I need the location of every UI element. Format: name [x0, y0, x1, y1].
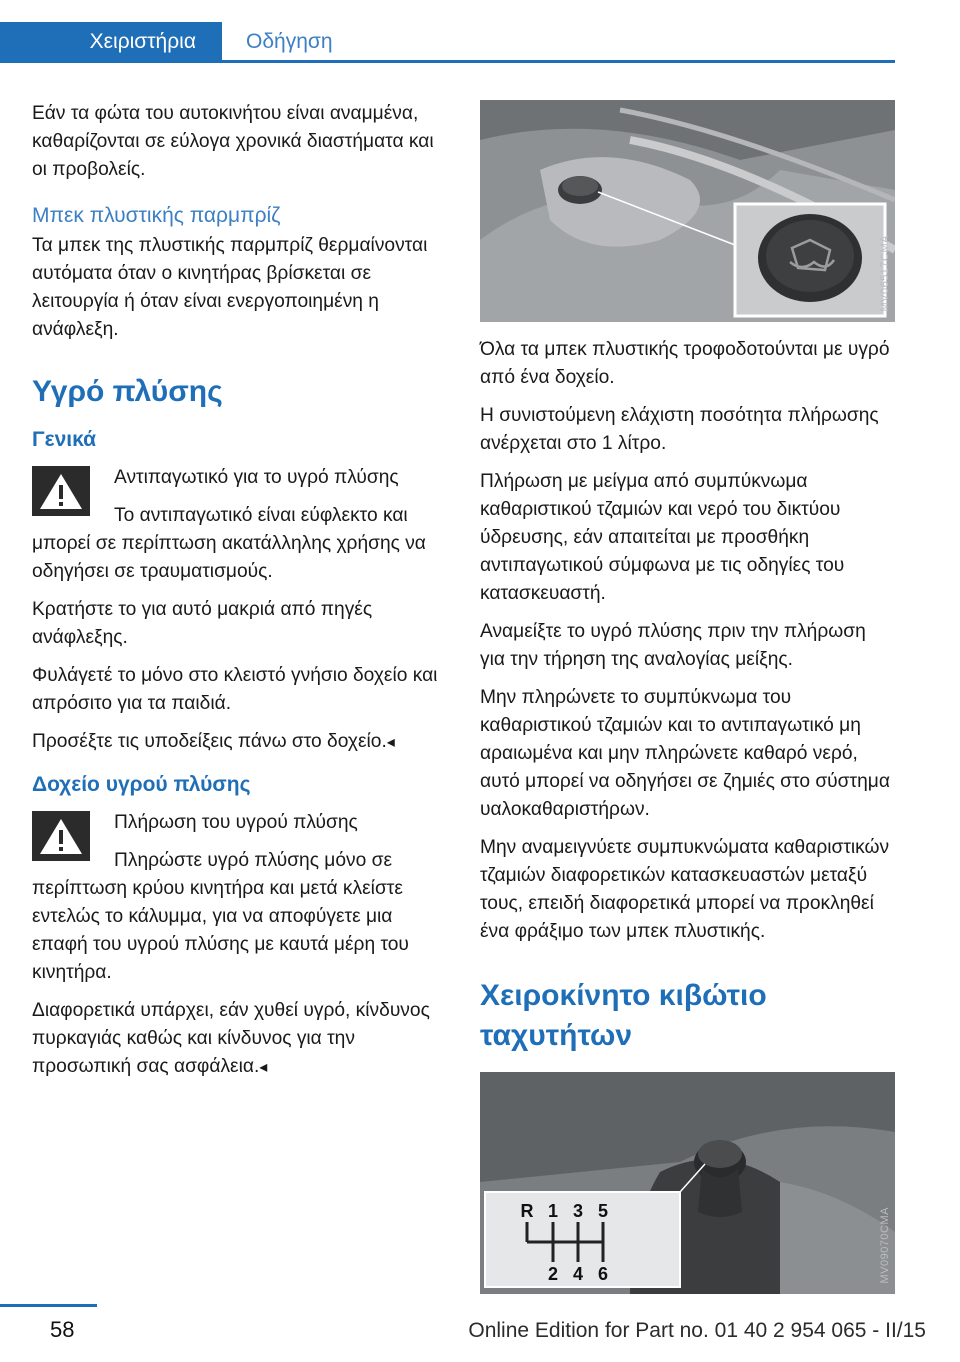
mixture-paragraph: Πλήρωση με μείγμα από συμπύκνωμα καθαριστικού τζαμιών και νερό του δικτύου ύδρευσης, εάν απαιτείται με προσθήκη αντιπαγωτικού σύμφωνα με τις οδηγίες του κατασκευαστή. — [480, 471, 845, 604]
gear-label-3: 3 — [572, 1201, 584, 1221]
warning-filling-title: Πλήρωση του υγρού πλύσης — [114, 812, 358, 833]
warning-antifreeze — [32, 464, 452, 586]
storage-paragraph: Φυλάγετέ το μόνο στο κλειστό γνήσιο δοχείο και απρόσιτο για τα παιδιά. — [32, 665, 438, 714]
warning-filling-body: Πληρώστε υγρό πλύσης μόνο σε περίπτωση κρύου κινητήρα και μετά κλείστε εντελώς το κάλυμμα, για να αποφύγετε μια επαφή του υγρού πλύσης με καυτά μέρη του κινητήρα. — [32, 850, 409, 983]
header-rule — [0, 60, 895, 63]
no-mixing-brands-paragraph: Μην αναμειγνύετε συμπυκνώματα καθαριστικών τζαμιών διαφορετικών κατασκευαστών μεταξύ τους, επειδή διαφορετικά μπορεί να προκληθεί ένα φράξιμο των μπεκ πλυστικής. — [480, 837, 890, 942]
intro-paragraph: Εάν τα φώτα του αυτοκινήτου είναι αναμμένα, καθαρίζονται σε εύλογα χρονικά διαστήματα και οι προβολείς. — [32, 103, 434, 180]
gear-label-2: 2 — [547, 1264, 559, 1284]
warning-antifreeze-title: Αντιπαγωτικό για το υγρό πλύσης — [114, 467, 399, 488]
end-mark-icon: ◂ — [259, 1059, 268, 1076]
nozzles-paragraph: Τα μπεκ της πλυστικής παρμπρίζ θερμαίνονται αυτόματα όταν ο κινητήρας βρίσκεται σε λειτουργία ή όταν είναι ενεργοποιημένη η ανάφλεξη. — [32, 235, 428, 340]
gear-shift-illustration — [480, 1072, 895, 1294]
end-mark-icon: ◂ — [386, 734, 395, 751]
tab-driving-label: Οδήγηση — [246, 30, 333, 53]
general-heading: Γενικά — [32, 428, 97, 451]
tab-controls[interactable] — [0, 22, 222, 62]
tab-driving[interactable] — [246, 22, 333, 62]
min-quantity-paragraph: Η συνιστούμενη ελάχιστη ποσότητα πλήρωσης ανέρχεται στο 1 λίτρο. — [480, 405, 879, 454]
warning-triangle-icon — [32, 466, 90, 516]
left-column — [32, 100, 452, 1092]
washer-reservoir-figure — [480, 100, 895, 322]
warning-triangle-icon — [32, 811, 90, 861]
figure-code: MV09070CMA — [879, 1207, 891, 1284]
edition-note: Online Edition for Part no. 01 40 2 954 065 - II/15 — [468, 1319, 926, 1342]
mix-before-paragraph: Αναμείξτε το υγρό πλύσης πριν την πλήρωση για την τήρηση της αναλογίας μείξης. — [480, 621, 866, 670]
footer-rule — [0, 1304, 97, 1307]
right-column — [480, 100, 895, 1294]
gear-shift-figure — [480, 1072, 895, 1294]
warning-filling-text — [32, 847, 452, 987]
fire-risk-text: Διαφορετικά υπάρχει, εάν χυθεί υγρό, κίνδυνος πυρκαγιάς καθώς και κίνδυνος για την προσωπική σας ασφάλεια. — [32, 1000, 430, 1077]
ignition-sources-paragraph: Κρατήστε το για αυτό μακριά από πηγές ανάφλεξης. — [32, 599, 373, 648]
spacer — [480, 322, 895, 336]
feed-paragraph: Όλα τα μπεκ πλυστικής τροφοδοτούνται με υγρό από ένα δοχείο. — [480, 339, 890, 388]
washer-reservoir-illustration — [480, 100, 895, 322]
warning-antifreeze-text — [32, 502, 452, 586]
figure-code: MV06517CMA — [879, 235, 891, 312]
container-notes-paragraph — [32, 728, 452, 757]
manual-gearbox-heading: Χειροκίνητο κιβώτιο ταχυτήτων — [480, 979, 767, 1052]
gear-label-6: 6 — [597, 1264, 609, 1284]
header-tabbar — [0, 0, 895, 62]
reservoir-heading: Δοχείο υγρού πλύσης — [32, 773, 251, 796]
tab-controls-label: Χειριστήρια — [89, 30, 196, 53]
page-number: 58 — [50, 1317, 75, 1342]
no-undiluted-paragraph: Μην πληρώνετε το συμπύκνωμα του καθαριστικού τζαμιών και το αντιπαγωτικό μη αραιωμένα και μην πληρώνετε καθαρό νερό, αυτό μπορεί να οδηγήσει σε ζημιές στο σύστημα υαλοκαθαριστήρων. — [480, 687, 890, 820]
gear-label-4: 4 — [572, 1264, 584, 1284]
gear-label-1: 1 — [547, 1201, 559, 1221]
container-notes-text: Προσέξτε τις υποδείξεις πάνω στο δοχείο. — [32, 731, 387, 752]
gear-label-5: 5 — [597, 1201, 609, 1221]
fire-risk-paragraph — [32, 997, 452, 1082]
warning-antifreeze-body: Το αντιπαγωτικό είναι εύφλεκτο και μπορεί σε περίπτωση ακατάλληλης χρήσης να οδηγήσει σε τραυματισμούς. — [32, 505, 426, 582]
warning-filling — [32, 809, 452, 987]
washer-fluid-heading: Υγρό πλύσης — [32, 375, 223, 408]
gear-label-R: R — [520, 1201, 534, 1221]
nozzles-heading: Μπεκ πλυστικής παρμπρίζ — [32, 204, 281, 227]
